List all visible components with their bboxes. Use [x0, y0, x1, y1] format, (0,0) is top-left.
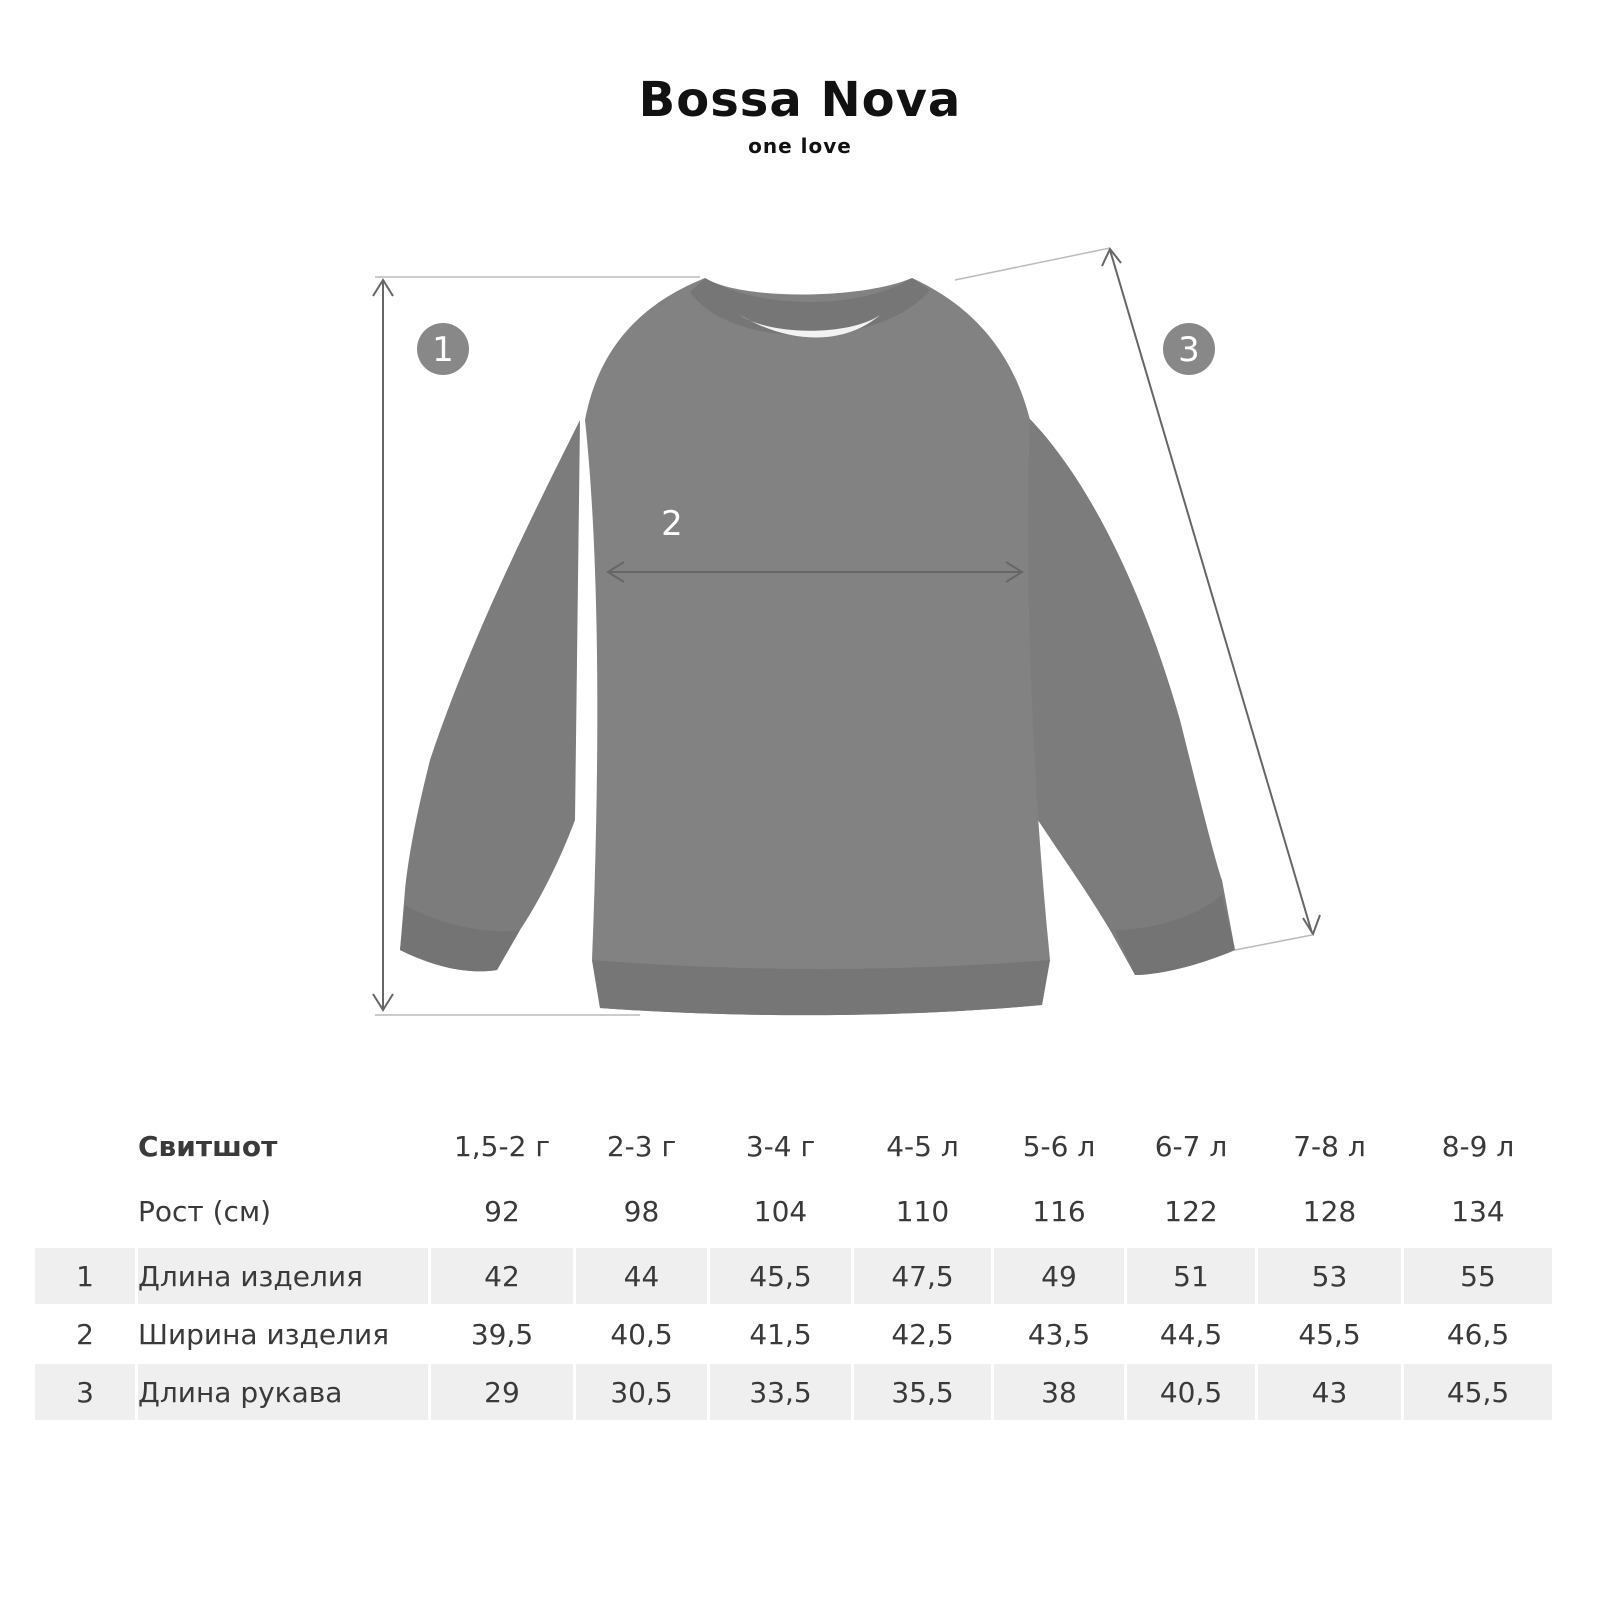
- table-cell: 40,5: [1127, 1362, 1255, 1420]
- table-cell: 44,5: [1127, 1304, 1255, 1362]
- row-label: Длина изделия: [138, 1246, 428, 1304]
- row-index: 3: [35, 1362, 135, 1420]
- svg-text:2: 2: [661, 504, 683, 544]
- size-header: 1,5-2 г: [453, 1129, 551, 1163]
- table-cell: 46,5: [1404, 1304, 1552, 1362]
- guide-line-cuff: [1235, 935, 1312, 950]
- table-header-row: [35, 1116, 1552, 1176]
- row-label: Ширина изделия: [138, 1304, 428, 1362]
- table-cell: 98: [623, 1194, 660, 1228]
- badge-sleeve: [1163, 323, 1215, 375]
- table-title: Свитшот: [138, 1129, 278, 1163]
- table-cell: 45,5: [1404, 1362, 1552, 1420]
- badge-width: [661, 504, 683, 544]
- size-header: 2-3 г: [606, 1129, 677, 1163]
- table-cell: 116: [1032, 1194, 1086, 1228]
- table-cell: 55: [1404, 1246, 1552, 1304]
- table-cell: 42,5: [854, 1304, 991, 1362]
- table-cell: 33,5: [710, 1362, 851, 1420]
- table-cell: 39,5: [431, 1304, 573, 1362]
- size-header: 8-9 л: [1441, 1129, 1515, 1163]
- table-cell: 38: [994, 1362, 1124, 1420]
- table-cell: 45,5: [1258, 1304, 1401, 1362]
- table-cell: 44: [576, 1246, 707, 1304]
- table-cell: 51: [1127, 1246, 1255, 1304]
- table-cell: 104: [753, 1194, 808, 1228]
- table-cell: 35,5: [854, 1362, 991, 1420]
- svg-text:3: 3: [1178, 330, 1200, 370]
- table-cell: 128: [1302, 1194, 1357, 1228]
- size-header: 6-7 л: [1154, 1129, 1228, 1163]
- table-cell: 29: [431, 1362, 573, 1420]
- row-index: 2: [35, 1304, 135, 1362]
- size-chart-table: [32, 1116, 1555, 1420]
- table-cell: 45,5: [710, 1246, 851, 1304]
- table-cell: 134: [1451, 1194, 1505, 1228]
- table-row: [35, 1304, 1552, 1362]
- table-cell: 43,5: [994, 1304, 1124, 1362]
- table-cell: 110: [895, 1194, 950, 1228]
- size-header: 4-5 л: [886, 1129, 959, 1163]
- sweatshirt-image: [400, 278, 1235, 1015]
- brand-tagline: one love: [748, 134, 852, 158]
- size-header: 5-6 л: [1022, 1129, 1096, 1163]
- table-cell: 47,5: [854, 1246, 991, 1304]
- size-header: 3-4 г: [745, 1129, 816, 1163]
- table-cell: 30,5: [576, 1362, 707, 1420]
- size-header: 7-8 л: [1293, 1129, 1366, 1163]
- table-row: [35, 1246, 1552, 1304]
- row-index: 1: [35, 1246, 135, 1304]
- table-cell: 43: [1258, 1362, 1401, 1420]
- table-cell: 40,5: [576, 1304, 707, 1362]
- row-label: Рост (см): [138, 1194, 271, 1228]
- guide-line-shoulder: [955, 248, 1110, 280]
- table-cell: 122: [1164, 1194, 1218, 1228]
- table-row: [35, 1176, 1552, 1246]
- table-cell: 41,5: [710, 1304, 851, 1362]
- badge-length: [417, 323, 469, 375]
- table-cell: 49: [994, 1246, 1124, 1304]
- table-row: [35, 1362, 1552, 1420]
- brand-name: Bossa Nova: [638, 72, 962, 128]
- table-cell: 42: [431, 1246, 573, 1304]
- row-label: Длина рукава: [138, 1362, 428, 1420]
- svg-text:1: 1: [432, 330, 454, 370]
- table-cell: 92: [484, 1194, 520, 1228]
- table-cell: 53: [1258, 1246, 1401, 1304]
